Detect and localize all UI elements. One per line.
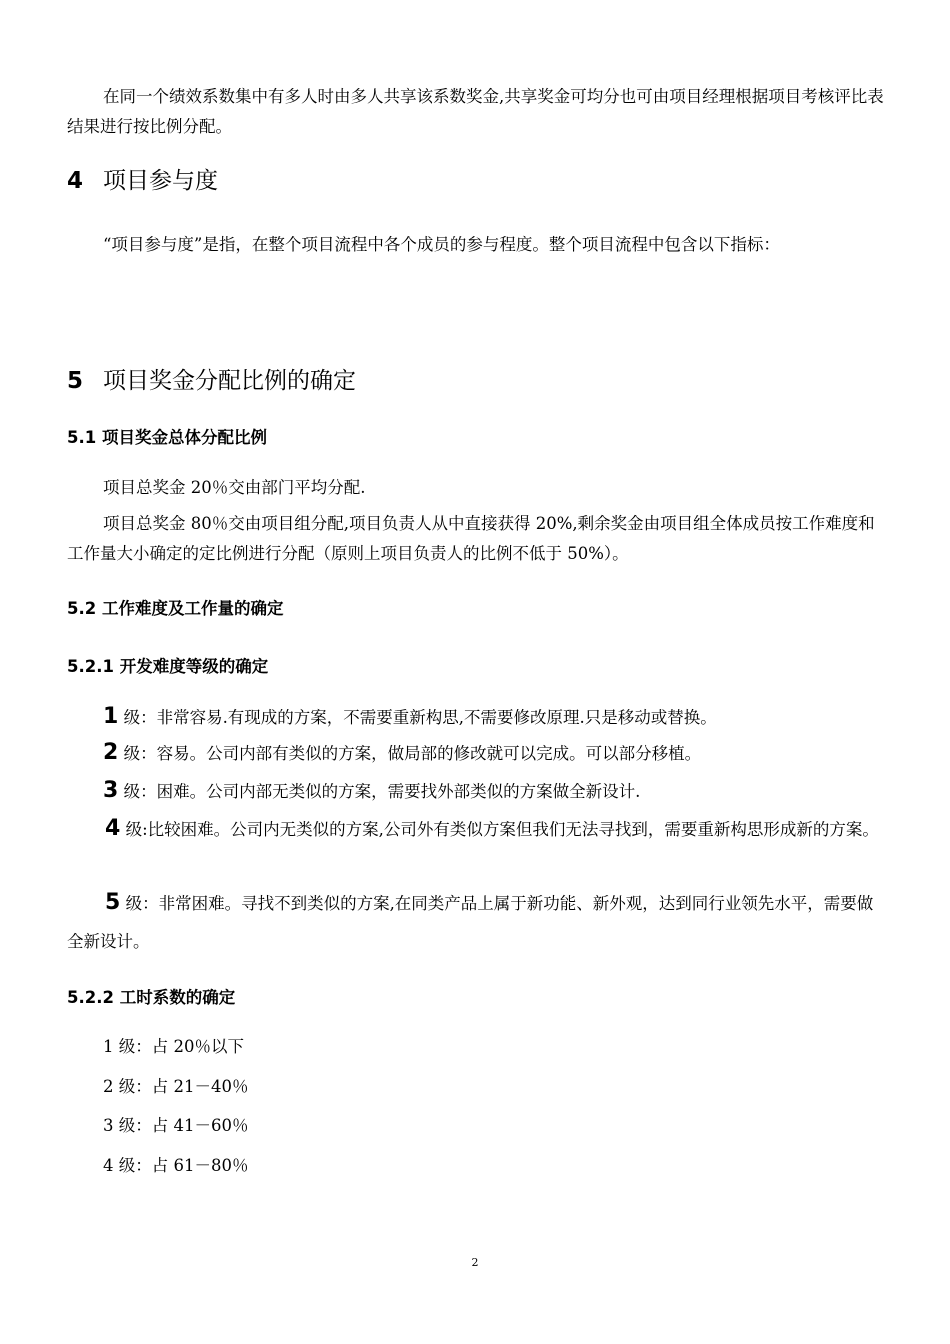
section-5-heading xyxy=(67,365,356,397)
level-number: 2 xyxy=(103,740,119,765)
difficulty-level-1 xyxy=(67,698,885,737)
section-4-title: 项目参与度 xyxy=(103,168,218,194)
difficulty-level-3 xyxy=(67,772,885,811)
level-text: 级：非常容易.有现成的方案，不需要重新构思,不需要修改原理.只是移动或替换。 xyxy=(123,708,717,727)
page-number: 2 xyxy=(471,1256,479,1269)
section-4-paragraph: “项目参与度”是指，在整个项目流程中各个成员的参与程度。整个项目流程中包含以下指标： xyxy=(103,235,780,254)
level-text: 级：非常困难。寻找不到类似的方案,在同类产品上属于新功能、新外观，达到同行业领先水平，需要做全新设计。 xyxy=(67,894,874,951)
level-text: 级：困难。公司内部无类似的方案，需要找外部类似的方案做全新设计. xyxy=(123,782,641,801)
section-5-2-title: 工作难度及工作量的确定 xyxy=(101,599,284,618)
section-5-1-para2: 项目总奖金 80％交由项目组分配,项目负责人从中直接获得 20%,剩余奖金由项目组全体成员按工作难度和工作量大小确定的定比例进行分配（原则上项目负责人的比例不低于 50%）。 xyxy=(67,514,875,563)
section-5-2-1-heading: 5.2.1 开发难度等级的确定 xyxy=(67,657,269,676)
difficulty-level-4 xyxy=(67,810,885,849)
section-5-2-2-heading: 5.2.2 工时系数的确定 xyxy=(67,988,236,1007)
level-text: 级：容易。公司内部有类似的方案，做局部的修改就可以完成。可以部分移植。 xyxy=(123,744,702,763)
section-5-title: 项目奖金分配比例的确定 xyxy=(103,368,356,394)
section-5-2-number: 5.2 xyxy=(67,599,97,618)
level-text: 级:比较困难。公司内无类似的方案,公司外有类似方案但我们无法寻找到，需要重新构思形成新的方案。 xyxy=(125,820,879,839)
hours-level-3: 3 级：占 41－60％ xyxy=(103,1116,249,1135)
section-5-1-heading xyxy=(67,425,267,451)
level-number: 4 xyxy=(105,816,121,841)
level-number: 5 xyxy=(105,890,121,915)
level-number: 1 xyxy=(103,704,119,729)
section-4-number: 4 xyxy=(67,168,84,194)
level-number: 3 xyxy=(103,778,119,803)
intro-paragraph: 在同一个绩效系数集中有多人时由多人共享该系数奖金,共享奖金可均分也可由项目经理根据项目考核评比表结果进行按比例分配。 xyxy=(67,87,884,136)
section-5-1-para1: 项目总奖金 20％交由部门平均分配. xyxy=(103,478,366,497)
section-5-1-title: 项目奖金总体分配比例 xyxy=(101,428,267,447)
section-4-heading xyxy=(67,165,218,197)
difficulty-level-5 xyxy=(67,884,885,961)
section-5-2-heading xyxy=(67,596,283,622)
hours-level-2: 2 级：占 21－40％ xyxy=(103,1077,249,1096)
hours-level-1: 1 级：占 20％以下 xyxy=(103,1037,244,1056)
section-5-number: 5 xyxy=(67,368,84,394)
difficulty-level-2 xyxy=(67,734,885,773)
section-5-1-number: 5.1 xyxy=(67,428,97,447)
hours-level-4: 4 级：占 61－80％ xyxy=(103,1156,249,1175)
